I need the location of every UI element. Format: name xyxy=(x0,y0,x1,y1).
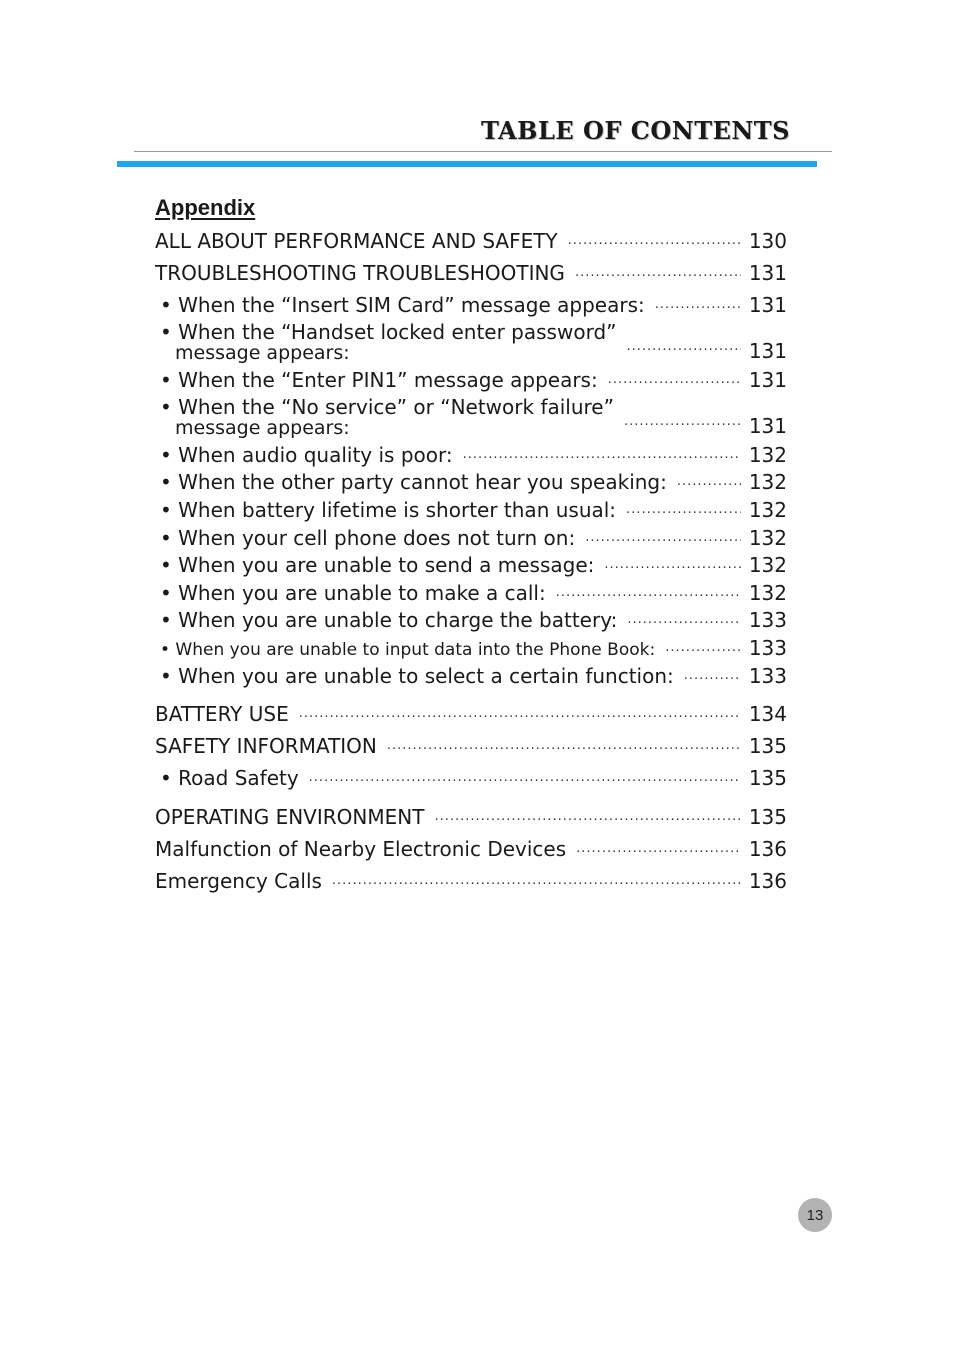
toc-entry[interactable] xyxy=(155,734,787,762)
toc-entry[interactable] xyxy=(155,869,787,897)
dot-leader xyxy=(604,557,740,581)
toc-entry[interactable] xyxy=(155,805,787,833)
toc-entry-page: 135 xyxy=(748,805,787,829)
toc-entry-label: BATTERY USE xyxy=(155,702,289,726)
toc-entry-label: • When the “Insert SIM Card” message appears: xyxy=(160,293,645,317)
toc-entry[interactable] xyxy=(155,837,787,865)
toc-entry-page: 132 xyxy=(748,470,787,494)
toc-entry[interactable] xyxy=(155,702,787,730)
toc-entry-page: 132 xyxy=(748,553,787,577)
toc-entry[interactable] xyxy=(160,636,787,664)
toc-entry-label: • When audio quality is poor: xyxy=(160,443,453,467)
toc-entry-label xyxy=(160,321,617,363)
toc-entry[interactable] xyxy=(160,664,787,692)
dot-leader xyxy=(665,640,741,664)
dot-leader xyxy=(585,530,741,554)
toc-entry-page: 136 xyxy=(748,869,787,893)
dot-leader xyxy=(608,372,741,396)
toc-entry-label: • When battery lifetime is shorter than usual: xyxy=(160,498,617,522)
toc-entry-page: 131 xyxy=(748,261,787,285)
toc-entry-label-line2: message appears: xyxy=(175,342,350,364)
toc-entry[interactable] xyxy=(160,293,787,321)
toc-entry-page: 132 xyxy=(748,498,787,522)
toc-entry-page: 133 xyxy=(748,664,787,688)
dot-leader xyxy=(299,706,741,730)
dot-leader xyxy=(568,233,741,257)
toc-entry[interactable] xyxy=(160,553,787,581)
dot-leader xyxy=(576,841,741,865)
toc-entry-label: SAFETY INFORMATION xyxy=(155,734,377,758)
toc-entry[interactable] xyxy=(160,368,787,396)
toc-entry-label: TROUBLESHOOTING TROUBLESHOOTING xyxy=(155,261,565,285)
toc-entry-page: 135 xyxy=(748,766,787,790)
toc-entry-page: 133 xyxy=(748,608,787,632)
toc-entry-label: • When your cell phone does not turn on: xyxy=(160,526,576,550)
toc-entry-label: ALL ABOUT PERFORMANCE AND SAFETY xyxy=(155,229,558,253)
toc-entry-page: 131 xyxy=(748,414,787,438)
toc-entry-label: • When you are unable to select a certain function: xyxy=(160,664,674,688)
toc-entry[interactable] xyxy=(155,261,787,289)
toc-entry[interactable] xyxy=(160,608,787,636)
toc-entry[interactable] xyxy=(160,470,787,498)
dot-leader xyxy=(624,414,741,438)
page-number-badge xyxy=(798,1198,832,1232)
toc-entry-page: 131 xyxy=(748,293,787,317)
toc-entry-page: 130 xyxy=(748,229,787,253)
toc-entry-label: Malfunction of Nearby Electronic Devices xyxy=(155,837,567,861)
toc-entry-label-line1: • When the “No service” or “Network failure” xyxy=(160,395,614,419)
toc-entry-page: 131 xyxy=(748,368,787,392)
toc-entry-label: • Road Safety xyxy=(160,766,299,790)
dot-leader xyxy=(387,738,741,762)
toc-entry-label-line1: • When the “Handset locked enter password” xyxy=(160,320,617,344)
dot-leader xyxy=(627,339,741,363)
toc-entry-page: 133 xyxy=(748,636,787,660)
toc-entry-label: OPERATING ENVIRONMENT xyxy=(155,805,425,829)
toc-entry[interactable] xyxy=(160,766,787,794)
toc-entry[interactable] xyxy=(160,526,787,554)
toc-entry-page: 132 xyxy=(748,443,787,467)
toc-entry[interactable] xyxy=(160,396,787,438)
toc-entry-page: 132 xyxy=(748,526,787,550)
toc-entry-page: 136 xyxy=(748,837,787,861)
toc-entry-page: 134 xyxy=(748,702,787,726)
toc-entry-label xyxy=(160,396,614,438)
toc-entry-label: Emergency Calls xyxy=(155,869,322,893)
dot-leader xyxy=(626,502,741,526)
dot-leader xyxy=(463,447,741,471)
toc-entry-label: • When you are unable to send a message: xyxy=(160,553,595,577)
toc-entry-label: • When you are unable to charge the battery: xyxy=(160,608,618,632)
toc-entry-label-line2: message appears: xyxy=(175,417,350,439)
toc-entry[interactable] xyxy=(160,498,787,526)
dot-leader xyxy=(309,770,741,794)
toc-entry-page: 132 xyxy=(748,581,787,605)
dot-leader xyxy=(556,585,741,609)
toc-entry-label: • When you are unable to input data into the Phone Book: xyxy=(160,640,656,660)
section-heading: Appendix xyxy=(155,195,256,220)
dot-leader xyxy=(627,612,740,636)
toc-entry-page: 131 xyxy=(748,339,787,363)
toc-entry-page: 135 xyxy=(748,734,787,758)
toc-entry-label: • When the other party cannot hear you speaking: xyxy=(160,470,667,494)
toc-entry-label: • When you are unable to make a call: xyxy=(160,581,546,605)
toc-entry[interactable] xyxy=(160,443,787,471)
toc-entry[interactable] xyxy=(155,229,787,257)
dot-leader xyxy=(434,809,740,833)
dot-leader xyxy=(332,873,741,897)
toc-entry[interactable] xyxy=(160,581,787,609)
dot-leader xyxy=(575,265,741,289)
dot-leader xyxy=(684,668,741,692)
toc-entry-label: • When the “Enter PIN1” message appears: xyxy=(160,368,598,392)
toc-entry[interactable] xyxy=(160,321,787,363)
dot-leader xyxy=(655,297,741,321)
page-title: TABLE OF CONTENTS xyxy=(480,116,790,145)
page-number: 13 xyxy=(806,1206,824,1224)
dot-leader xyxy=(677,474,741,498)
